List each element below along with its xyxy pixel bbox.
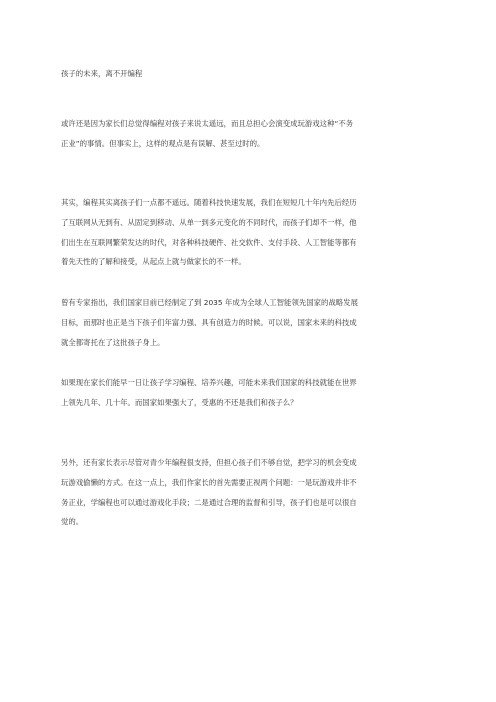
paragraph-line: 玩游戏偷懒的方式。在这一点上，我们作家长的首先需要正视两个问题：一是玩游戏并非不 — [61, 477, 357, 487]
paragraph-line: 就全都寄托在了这批孩子身上。 — [61, 337, 165, 347]
paragraph-3 — [61, 293, 436, 352]
paragraph-line: 务正业，学编程也可以通过游戏化手段；二是通过合理的监督和引导，孩子们也是可以很自 — [61, 497, 357, 507]
paragraph-line: 或许还是因为家长们总觉得编程对孩子来说太遥远，而且总担心会演变成玩游戏这种“不务 — [61, 119, 354, 128]
paragraph-2 — [61, 193, 436, 272]
paragraph-line: 了互联网从无到有、从固定到移动、从单一到多元变化的不同时代，而孩子们却不一样，他 — [61, 217, 357, 227]
paragraph-line: 正业”的事情。但事实上，这样的观点是有误解、甚至过时的。 — [61, 138, 265, 148]
paragraph-line: 曾有专家指出，我们国家目前已经制定了到 2035 年成为全球人工智能领先国家的战略发展 — [61, 298, 358, 307]
paragraph-5 — [61, 453, 436, 532]
paragraph-line: 目标，而那时也正是当下孩子们年富力强、具有创造力的时候。可以说，国家未来的科技成 — [61, 317, 357, 327]
paragraph-line: 其实，编程其实离孩子们一点都不遥远。随着科技快速发展，我们在短短几十年内先后经历 — [61, 198, 357, 207]
page-title: 孩子的未来，离不开编程 — [61, 69, 143, 78]
paragraph-1 — [61, 114, 436, 154]
paragraph-4 — [61, 373, 436, 413]
paragraph-line: 上领先几年、几十年。而国家如果强大了，受惠的不还是我们和孩子么？ — [61, 397, 298, 407]
paragraph-line: 们出生在互联网繁荣发达的时代，对各种科技硬件、社交软件、支付手段、人工智能等都有 — [61, 237, 357, 247]
paragraph-line: 如果现在家长们能早一日让孩子学习编程、培养兴趣，可能未来我们国家的科技就能在世界 — [61, 378, 357, 387]
paragraph-line: 另外，还有家长表示尽管对青少年编程很支持，但担心孩子们不够自觉，把学习的机会变成 — [61, 458, 357, 467]
paragraph-line: 觉的。 — [61, 517, 84, 527]
paragraph-line: 着先天性的了解和接受，从起点上就与做家长的不一样。 — [61, 257, 246, 267]
